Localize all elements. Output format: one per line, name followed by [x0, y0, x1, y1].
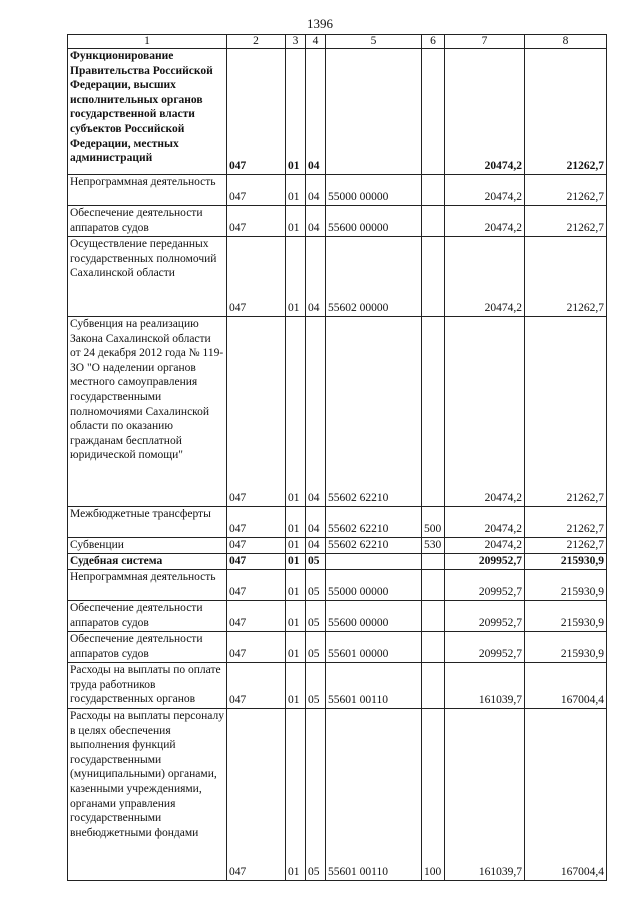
- subsection-code-cell: 05: [306, 663, 326, 709]
- table-row: [68, 663, 607, 709]
- expense-type-code-cell: 100: [422, 709, 445, 881]
- ved-code-cell: 047: [227, 317, 286, 507]
- target-item-code-cell: 55601 00110: [326, 663, 422, 709]
- subsection-code-cell: 05: [306, 601, 326, 632]
- section-code-cell: 01: [286, 632, 306, 663]
- table-row: [68, 601, 607, 632]
- row-name-cell: Судебная система: [68, 554, 227, 570]
- amount-year2-cell: 215930,9: [525, 632, 607, 663]
- section-code-cell: 01: [286, 554, 306, 570]
- row-name-cell: Межбюджетные трансферты: [68, 507, 227, 538]
- target-item-code-cell: 55601 00110: [326, 709, 422, 881]
- amount-year1-cell: 209952,7: [445, 632, 525, 663]
- row-name-cell: Субвенция на реализацию Закона Сахалинской области от 24 декабря 2012 года № 119-ЗО "О наделении органов местного самоуправления государственными полномочиями Сахалинской области по оказанию гражданам бесплатной юридической помощи": [68, 317, 227, 507]
- row-name-cell: Осуществление переданных государственных полномочий Сахалинской области: [68, 237, 227, 317]
- amount-year1-cell: 20474,2: [445, 237, 525, 317]
- section-code-cell: 01: [286, 206, 306, 237]
- row-name-cell: Расходы на выплаты персоналу в целях обеспечения выполнения функций государственными (муниципальными) органами, казенными учреждениями, органами управления государственными внебюджетными фондами: [68, 709, 227, 881]
- column-header: 6: [422, 35, 445, 49]
- row-name-cell: Непрограммная деятельность: [68, 570, 227, 601]
- table-row: [68, 317, 607, 507]
- amount-year2-cell: 215930,9: [525, 601, 607, 632]
- ved-code-cell: 047: [227, 663, 286, 709]
- table-row: [68, 554, 607, 570]
- expense-type-code-cell: [422, 206, 445, 237]
- amount-year2-cell: 21262,7: [525, 507, 607, 538]
- subsection-code-cell: 04: [306, 507, 326, 538]
- section-code-cell: 01: [286, 237, 306, 317]
- amount-year1-cell: 209952,7: [445, 570, 525, 601]
- expense-type-code-cell: [422, 175, 445, 206]
- section-code-cell: 01: [286, 663, 306, 709]
- row-name-cell: Субвенции: [68, 538, 227, 554]
- subsection-code-cell: 04: [306, 175, 326, 206]
- target-item-code-cell: 55600 00000: [326, 206, 422, 237]
- ved-code-cell: 047: [227, 237, 286, 317]
- amount-year2-cell: 21262,7: [525, 317, 607, 507]
- table-row: [68, 709, 607, 881]
- target-item-code-cell: 55602 62210: [326, 538, 422, 554]
- ved-code-cell: 047: [227, 554, 286, 570]
- amount-year2-cell: 167004,4: [525, 709, 607, 881]
- table-row: [68, 507, 607, 538]
- amount-year1-cell: 20474,2: [445, 49, 525, 175]
- target-item-code-cell: 55600 00000: [326, 601, 422, 632]
- ved-code-cell: 047: [227, 175, 286, 206]
- target-item-code-cell: 55602 00000: [326, 237, 422, 317]
- target-item-code-cell: 55602 62210: [326, 317, 422, 507]
- page-number: 1396: [307, 16, 333, 31]
- target-item-code-cell: [326, 554, 422, 570]
- amount-year2-cell: 21262,7: [525, 206, 607, 237]
- target-item-code-cell: 55601 00000: [326, 632, 422, 663]
- row-name-cell: Непрограммная деятельность: [68, 175, 227, 206]
- target-item-code-cell: 55000 00000: [326, 175, 422, 206]
- expense-type-code-cell: [422, 49, 445, 175]
- section-code-cell: 01: [286, 538, 306, 554]
- amount-year1-cell: 20474,2: [445, 206, 525, 237]
- row-name-cell: Функционирование Правительства Российской Федерации, высших исполнительных органов государственной власти субъектов Российской Федерации, местных администраций: [68, 49, 227, 175]
- header-row: [68, 35, 607, 49]
- table-row: [68, 538, 607, 554]
- table-row: [68, 175, 607, 206]
- ved-code-cell: 047: [227, 206, 286, 237]
- table-body: [68, 49, 607, 881]
- section-code-cell: 01: [286, 49, 306, 175]
- amount-year1-cell: 209952,7: [445, 601, 525, 632]
- amount-year1-cell: 209952,7: [445, 554, 525, 570]
- column-header: 7: [445, 35, 525, 49]
- expense-type-code-cell: 530: [422, 538, 445, 554]
- section-code-cell: 01: [286, 507, 306, 538]
- row-name-cell: Обеспечение деятельности аппаратов судов: [68, 206, 227, 237]
- section-code-cell: 01: [286, 601, 306, 632]
- expense-type-code-cell: [422, 237, 445, 317]
- ved-code-cell: 047: [227, 570, 286, 601]
- subsection-code-cell: 04: [306, 538, 326, 554]
- ved-code-cell: 047: [227, 601, 286, 632]
- row-name-cell: Обеспечение деятельности аппаратов судов: [68, 632, 227, 663]
- subsection-code-cell: 04: [306, 317, 326, 507]
- amount-year2-cell: 21262,7: [525, 175, 607, 206]
- subsection-code-cell: 04: [306, 237, 326, 317]
- amount-year2-cell: 21262,7: [525, 237, 607, 317]
- table-row: [68, 206, 607, 237]
- expense-type-code-cell: [422, 317, 445, 507]
- amount-year1-cell: 161039,7: [445, 663, 525, 709]
- amount-year2-cell: 21262,7: [525, 538, 607, 554]
- expense-type-code-cell: [422, 601, 445, 632]
- expense-type-code-cell: [422, 663, 445, 709]
- expense-type-code-cell: [422, 554, 445, 570]
- amount-year1-cell: 20474,2: [445, 317, 525, 507]
- ved-code-cell: 047: [227, 538, 286, 554]
- amount-year1-cell: 20474,2: [445, 175, 525, 206]
- amount-year1-cell: 20474,2: [445, 538, 525, 554]
- amount-year1-cell: 161039,7: [445, 709, 525, 881]
- table-row: [68, 49, 607, 175]
- ved-code-cell: 047: [227, 709, 286, 881]
- amount-year1-cell: 20474,2: [445, 507, 525, 538]
- expense-type-code-cell: [422, 632, 445, 663]
- target-item-code-cell: 55602 62210: [326, 507, 422, 538]
- subsection-code-cell: 04: [306, 206, 326, 237]
- subsection-code-cell: 05: [306, 570, 326, 601]
- target-item-code-cell: 55000 00000: [326, 570, 422, 601]
- column-header: 2: [227, 35, 286, 49]
- target-item-code-cell: [326, 49, 422, 175]
- column-header: 5: [326, 35, 422, 49]
- budget-table: [67, 34, 607, 881]
- section-code-cell: 01: [286, 709, 306, 881]
- amount-year2-cell: 21262,7: [525, 49, 607, 175]
- table-row: [68, 570, 607, 601]
- subsection-code-cell: 05: [306, 709, 326, 881]
- row-name-cell: Обеспечение деятельности аппаратов судов: [68, 601, 227, 632]
- amount-year2-cell: 167004,4: [525, 663, 607, 709]
- section-code-cell: 01: [286, 175, 306, 206]
- column-header: 1: [68, 35, 227, 49]
- section-code-cell: 01: [286, 317, 306, 507]
- amount-year2-cell: 215930,9: [525, 554, 607, 570]
- subsection-code-cell: 05: [306, 554, 326, 570]
- ved-code-cell: 047: [227, 507, 286, 538]
- expense-type-code-cell: [422, 570, 445, 601]
- ved-code-cell: 047: [227, 632, 286, 663]
- expense-type-code-cell: 500: [422, 507, 445, 538]
- row-name-cell: Расходы на выплаты по оплате труда работников государственных органов: [68, 663, 227, 709]
- column-header: 8: [525, 35, 607, 49]
- column-header: 3: [286, 35, 306, 49]
- table-row: [68, 237, 607, 317]
- table-row: [68, 632, 607, 663]
- subsection-code-cell: 04: [306, 49, 326, 175]
- section-code-cell: 01: [286, 570, 306, 601]
- column-header: 4: [306, 35, 326, 49]
- ved-code-cell: 047: [227, 49, 286, 175]
- subsection-code-cell: 05: [306, 632, 326, 663]
- amount-year2-cell: 215930,9: [525, 570, 607, 601]
